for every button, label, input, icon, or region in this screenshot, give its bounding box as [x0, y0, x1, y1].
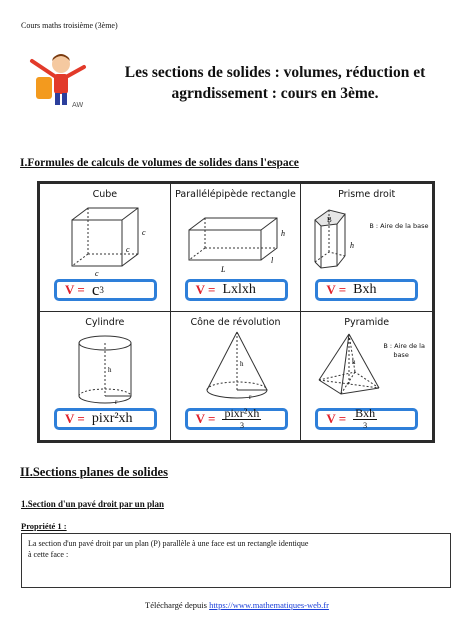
pyramid-figure	[301, 328, 432, 408]
cell-prism	[301, 184, 432, 312]
cell-cube	[40, 184, 171, 312]
cylinder-height-label: h	[108, 366, 112, 374]
parallelepiped-formula: Lxlxh	[222, 282, 256, 297]
pyramid-formula-box	[315, 405, 418, 430]
volume-symbol: V =	[195, 282, 216, 297]
svg-text:AW: AW	[72, 101, 84, 109]
cell-cone	[171, 312, 302, 440]
cone-radius-label: r	[248, 393, 251, 401]
prism-formula-box	[315, 279, 418, 301]
cell-pyramid	[301, 312, 432, 440]
footer-link[interactable]: https://www.mathematiques-web.fr	[209, 600, 329, 610]
document-title	[95, 62, 455, 104]
prism-base-note: B : Aire de la base	[369, 222, 429, 230]
volume-symbol: V =	[195, 411, 216, 426]
header-note: Cours maths troisième (3ème)	[21, 21, 118, 30]
pyramid-formula-numerator: Bxh	[355, 405, 376, 420]
cell-parallelepiped	[171, 184, 302, 312]
prism-base-label: B	[327, 216, 332, 224]
volume-symbol: V =	[65, 282, 85, 297]
cube-edge-label-1: c	[142, 228, 146, 237]
volume-symbol: V =	[326, 411, 347, 426]
parallelepiped-height-label: h	[280, 229, 285, 238]
property-box	[21, 533, 451, 588]
parallelepiped-figure	[171, 200, 302, 280]
subsection-heading: 1.Section d'un pavé droit par un plan	[21, 499, 164, 509]
cube-formula-box	[54, 279, 157, 301]
cube-edge-label-2: c	[126, 245, 130, 254]
pyramid-base-note-line-2: base	[393, 351, 409, 359]
pyramid-title: Pyramide	[344, 317, 390, 328]
cube-title: Cube	[92, 189, 118, 200]
cell-cylinder	[40, 312, 171, 440]
pyramid-formula-fraction	[353, 405, 377, 431]
volume-symbol: V =	[326, 282, 347, 297]
prism-title: Prisme droit	[338, 189, 396, 200]
parallelepiped-formula-box	[185, 279, 288, 301]
cube-exponent: 3	[99, 285, 104, 295]
cylinder-radius-label: r	[115, 398, 118, 406]
property-text-line-1: La section d'un pavé droit par un plan (P) parallèle à une face est un rectangle identique	[28, 539, 309, 548]
cone-formula-fraction	[222, 405, 261, 431]
pyramid-formula-denominator: 3	[363, 420, 368, 430]
section-2-heading: II.Sections planes de solides	[20, 465, 168, 479]
cone-formula-denominator: 3	[239, 420, 244, 430]
cone-formula-numerator: pixr²xh	[224, 405, 260, 420]
cone-figure	[171, 328, 302, 408]
parallelepiped-title: Parallélépipède rectangle	[175, 189, 296, 200]
cube-formula: c	[91, 280, 100, 299]
footer	[0, 600, 474, 610]
volume-symbol: V =	[65, 411, 85, 426]
title-line-2: agrndissement : cours en 3ème.	[171, 85, 379, 102]
cone-formula-box	[185, 405, 288, 430]
cylinder-title: Cylindre	[85, 317, 125, 328]
pyramid-height-label: h	[352, 358, 356, 366]
cube-edge-label-3: c	[95, 269, 99, 278]
cube-figure	[40, 200, 171, 280]
section-1-heading: I.Formules de calculs de volumes de solides dans l'espace	[20, 157, 299, 169]
property-label: Propriété 1 :	[21, 521, 67, 531]
cone-height-label: h	[239, 360, 244, 368]
title-line-1: Les sections de solides : volumes, réduction et	[124, 64, 426, 81]
parallelepiped-length-label: L	[220, 265, 226, 274]
cylinder-formula: pixr²xh	[91, 411, 133, 426]
property-text-line-2: à cette face :	[28, 550, 69, 559]
pyramid-base-note-line-1: B : Aire de la	[383, 342, 425, 350]
cylinder-figure	[40, 328, 171, 408]
prism-formula: Bxh	[353, 282, 377, 297]
volume-formulas-table	[37, 181, 435, 443]
student-mascot-illustration	[22, 47, 94, 111]
parallelepiped-width-label: l	[270, 256, 273, 265]
cylinder-formula-box	[54, 408, 157, 430]
prism-height-label: h	[350, 241, 355, 250]
cone-title: Cône de révolution	[190, 317, 281, 328]
footer-prefix: Téléchargé depuis	[145, 600, 210, 610]
prism-figure	[301, 200, 432, 280]
pyramid-base-note	[383, 342, 425, 360]
